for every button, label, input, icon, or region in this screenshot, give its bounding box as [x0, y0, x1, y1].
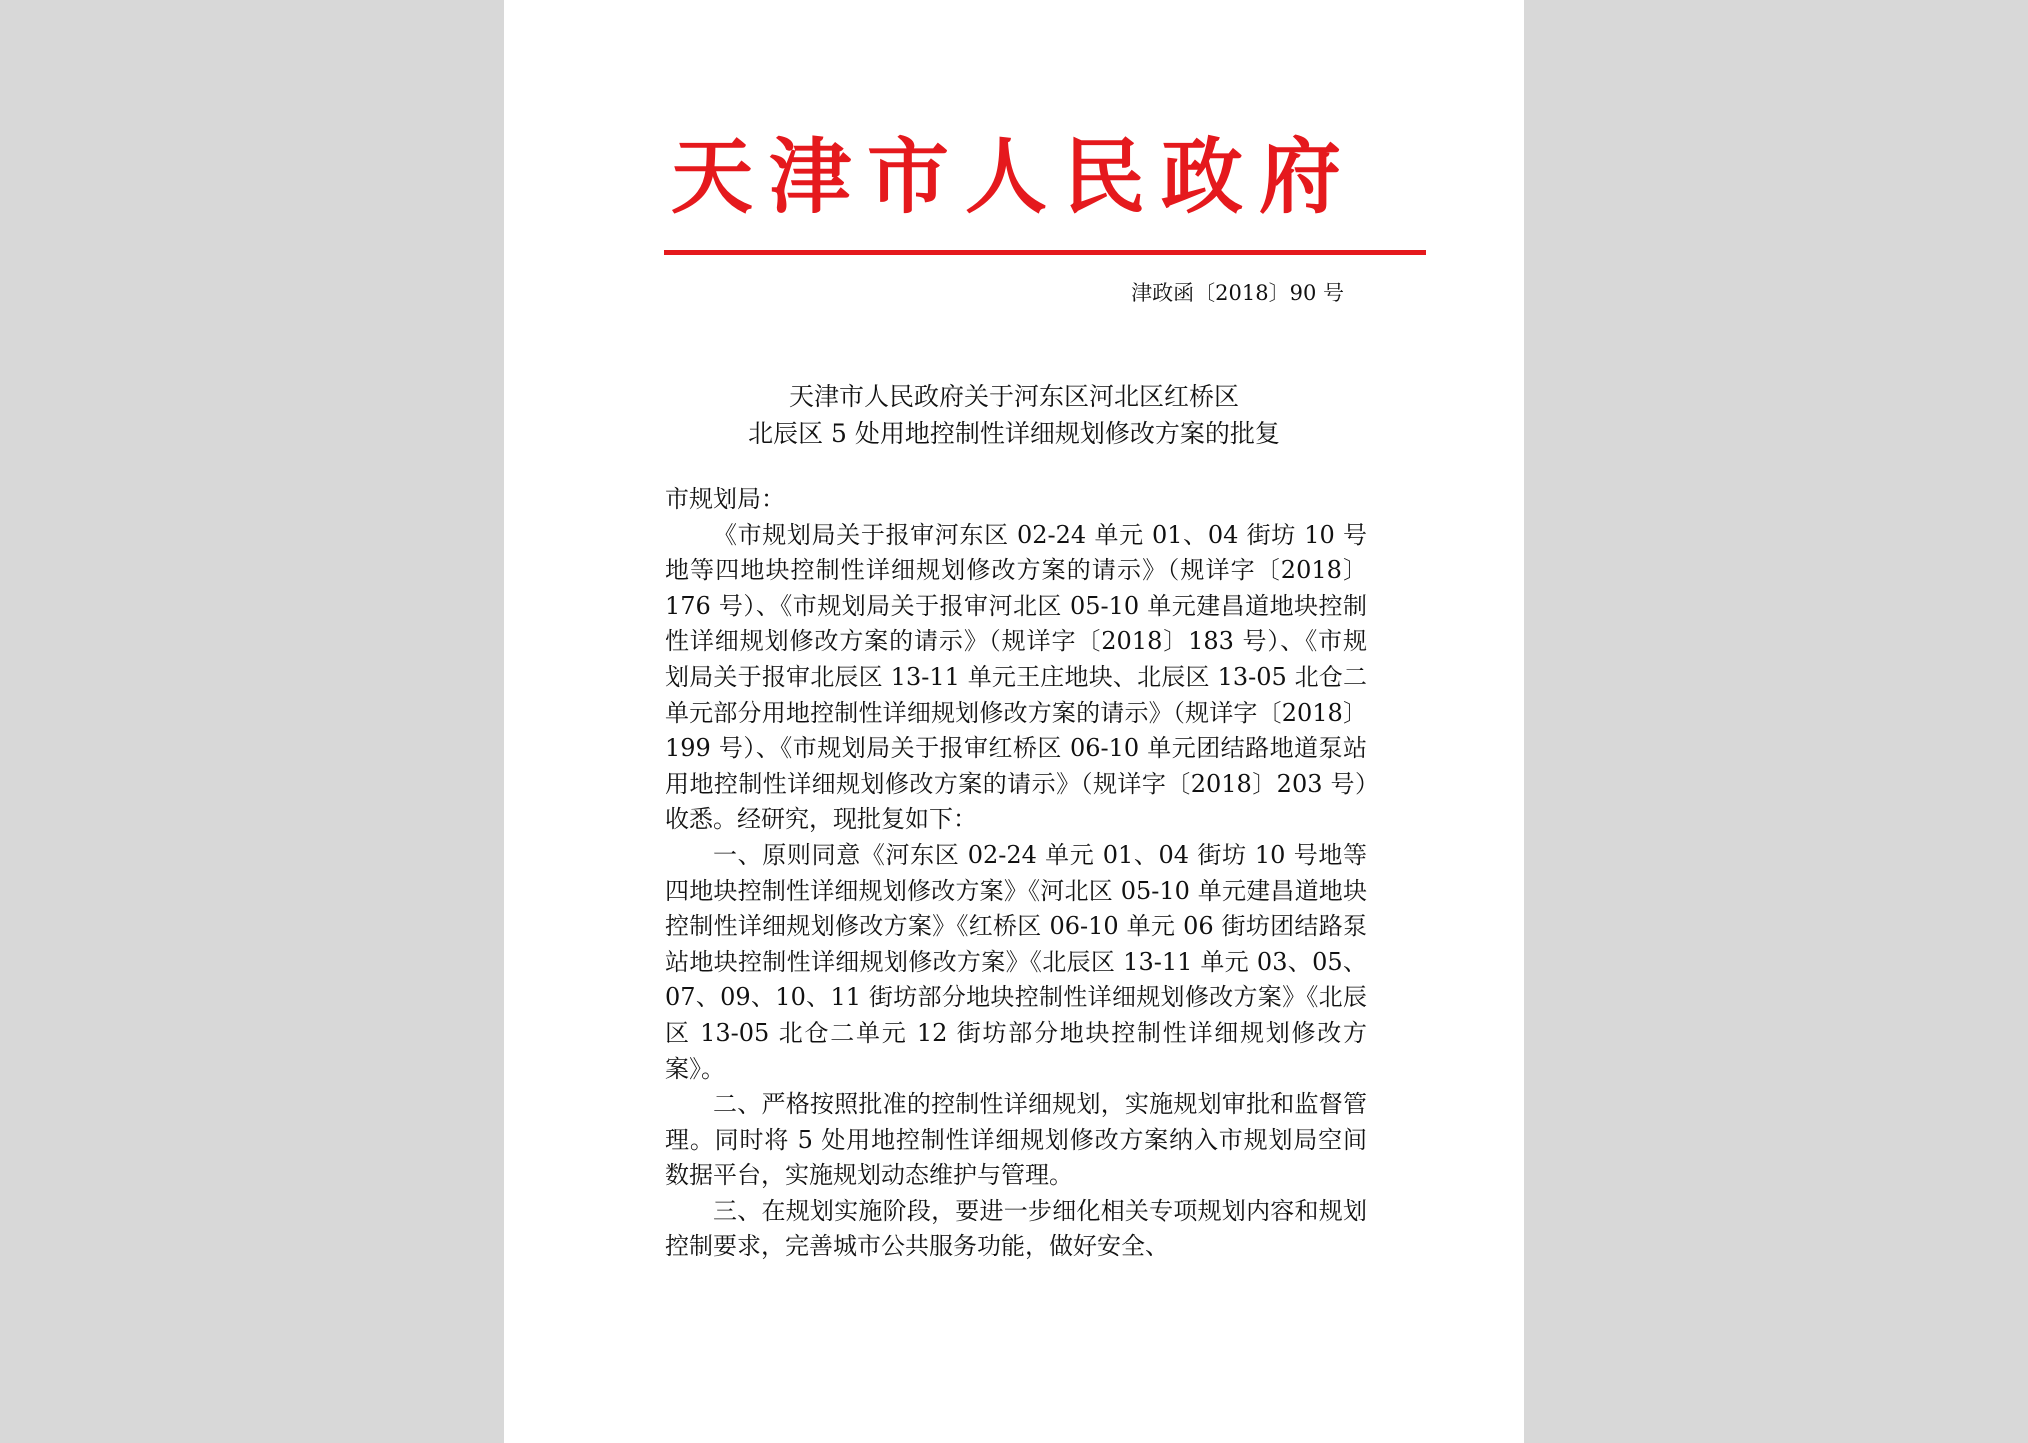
issuer-header: 天津市人民政府: [670, 130, 1357, 225]
document-title-line-1: 天津市人民政府关于河东区河北区红桥区: [788, 382, 1239, 411]
document-page: [504, 0, 1524, 1443]
body-paragraph: 一、原则同意《河东区 02-24 单元 01、04 街坊 10 号地等四地块控制性详细规划修改方案》《河北区 05-10 单元建昌道地块控制性详细规划修改方案》《红桥区 06-10 单元 06 街坊团结路泵站地块控制性详细规划修改方案》《北辰区 13-11 单元 03、05、07、09、10、11 街坊部分地块控制性详细规划修改方案》《北辰区 13-05 北仓二单元 12 街坊部分地块控制性详细规划修改方案》。: [665, 840, 1367, 1083]
document-title-line-2: 北辰区 5 处用地控制性详细规划修改方案的批复: [748, 419, 1280, 448]
body-paragraph: 二、严格按照批准的控制性详细规划，实施规划审批和监督管理。同时将 5 处用地控制性详细规划修改方案纳入市规划局空间数据平台，实施规划动态维护与管理。: [665, 1090, 1367, 1190]
document-title: [504, 378, 1524, 452]
salutation: 市规划局：: [665, 485, 785, 513]
document-body: [665, 482, 1367, 1265]
body-paragraph: 《市规划局关于报审河东区 02-24 单元 01、04 街坊 10 号地等四地块控制性详细规划修改方案的请示》（规详字〔2018〕176 号）、《市规划局关于报审河北区 05-10 单元建昌道地块控制性详细规划修改方案的请示》（规详字〔2018〕183 号）、《市规划局关于报审北辰区 13-11 单元王庄地块、北辰区 13-05 北仓二单元部分用地控制性详细规划修改方案的请示》（规详字〔2018〕199 号）、《市规划局关于报审红桥区 06-10 单元团结路地道泵站用地控制性详细规划修改方案的请示》（规详字〔2018〕203 号）收悉。经研究，现批复如下：: [665, 520, 1367, 834]
body-paragraph: 三、在规划实施阶段，要进一步细化相关专项规划内容和规划控制要求，完善城市公共服务功能，做好安全、: [665, 1196, 1367, 1261]
red-divider: [664, 250, 1426, 255]
document-number: 津政函〔2018〕90 号: [1131, 281, 1344, 305]
